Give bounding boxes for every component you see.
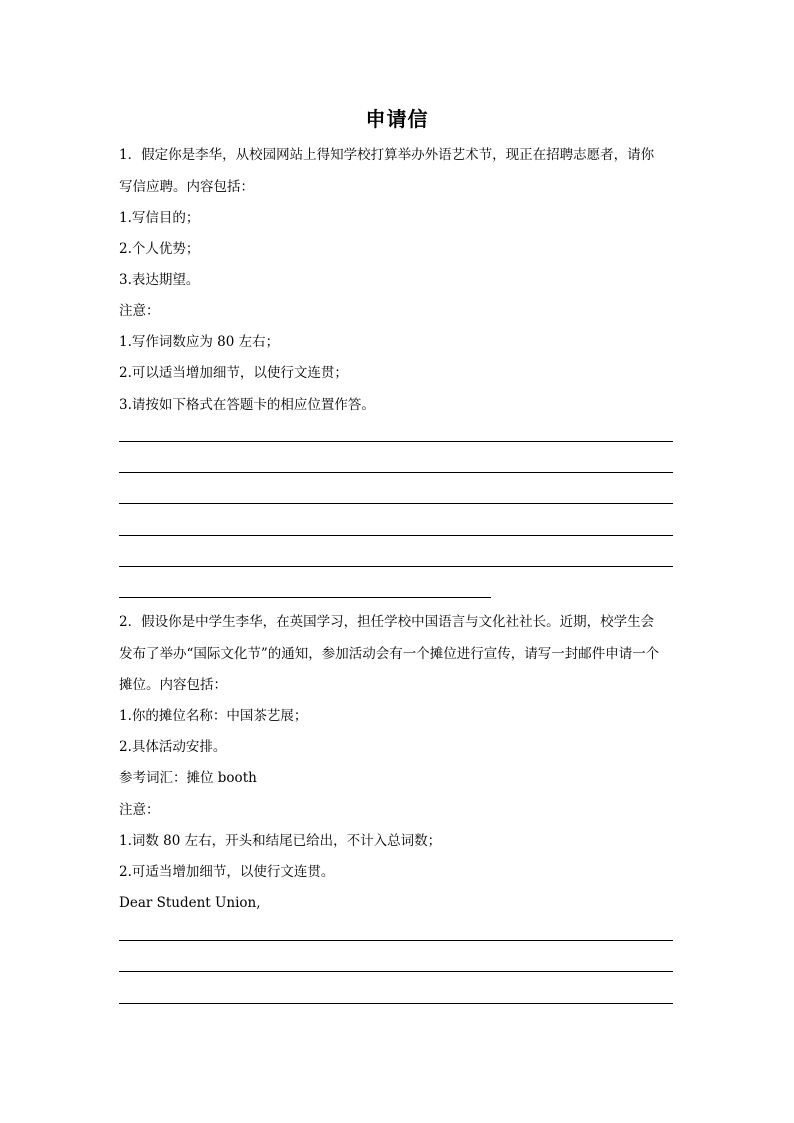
q1-answer-line[interactable] [119,441,673,442]
q1-prompt-line-1: 1．假定你是李华，从校园网站上得知学校打算举办外语艺术节，现正在招聘志愿者，请你 [119,147,655,163]
q2-prompt-line-3: 摊位。内容包括： [119,677,227,693]
q2-point-2: 2.具体活动安排。 [119,739,227,755]
q2-prompt-line-2: 发布了举办“国际文化节”的通知，参加活动会有一个摊位进行宣传，请写一封邮件申请一个 [119,646,660,662]
q2-point-1: 1.你的摊位名称：中国茶艺展； [119,708,308,724]
q2-note-2: 2.可适当增加细节，以使行文连贯。 [119,864,335,880]
q2-answer-line[interactable] [119,971,673,972]
q1-point-3: 3.表达期望。 [119,272,200,288]
q1-point-1: 1.写信目的； [119,210,200,226]
page-title: 申请信 [365,107,429,131]
q1-note-1: 1.写作词数应为 80 左右； [119,334,280,350]
q2-answer-line[interactable] [119,1003,673,1004]
q2-answer-line[interactable] [119,940,673,941]
q1-note-2: 2.可以适当增加细节，以使行文连贯； [119,365,348,381]
q1-note-3: 3.请按如下格式在答题卡的相应位置作答。 [119,397,375,413]
q1-answer-line[interactable] [119,597,491,598]
q2-note-1: 1.词数 80 左右，开头和结尾已给出，不计入总词数； [119,833,442,849]
q1-point-2: 2.个人优势； [119,241,200,257]
q2-prompt-line-1: 2．假设你是中学生李华，在英国学习，担任学校中国语言与文化社社长。近期，校学生会 [119,614,655,630]
q1-answer-line[interactable] [119,566,673,567]
q1-answer-line[interactable] [119,535,673,536]
q1-prompt-line-2: 写信应聘。内容包括： [119,179,254,195]
q1-answer-line[interactable] [119,472,673,473]
q2-vocab: 参考词汇：摊位 booth [119,770,257,786]
q1-answer-line[interactable] [119,503,673,504]
q1-notice-label: 注意： [119,303,160,319]
q2-notice-label: 注意： [119,802,160,818]
q2-salutation: Dear Student Union, [119,895,261,911]
